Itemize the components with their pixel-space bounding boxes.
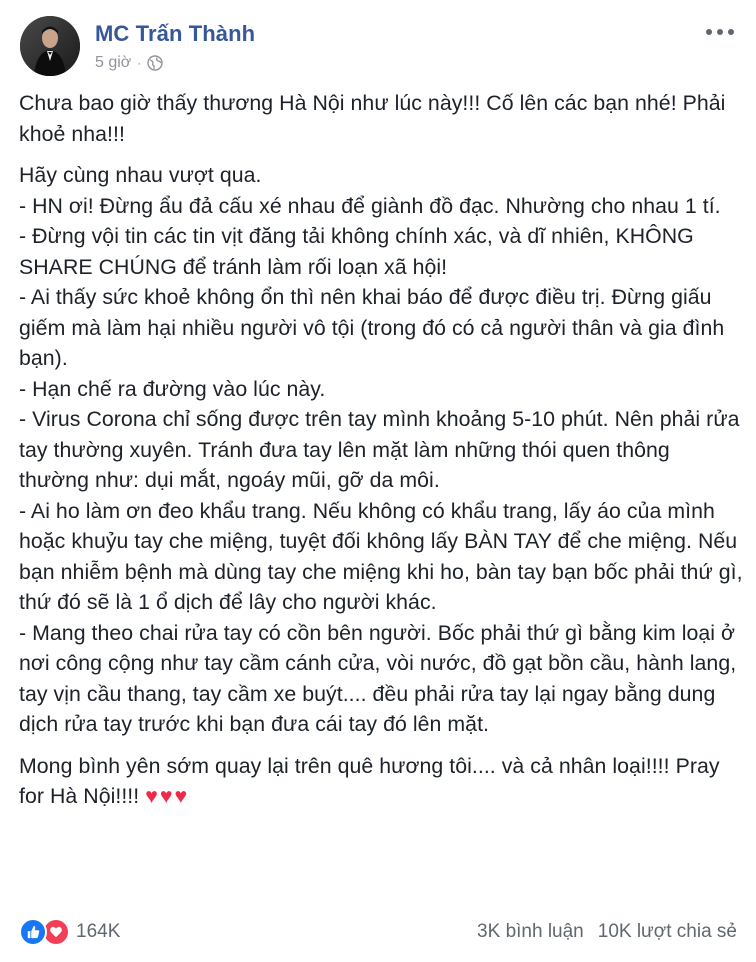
- post-content: [19, 88, 744, 823]
- more-dot: [706, 29, 712, 35]
- post-header: [20, 16, 736, 80]
- reactions-summary[interactable]: [19, 918, 120, 946]
- reaction-count[interactable]: 164K: [76, 921, 121, 942]
- more-options-icon[interactable]: [706, 26, 736, 38]
- post-paragraph-2: Hãy cùng nhau vượt qua. - HN ơi! Đừng ẩu đả cấu xé nhau để giành đồ đạc. Nhường cho nhau 1 tí. - Đừng vội tin các tin vịt đăng tải không chính xác, và dĩ nhiên, KHÔNG SHARE CHÚNG để tránh làm rối loạn xã hội! - Ai thấy sức khoẻ không ổn thì nên khai báo để được điều trị. Đừng giấu giếm mà làm hại nhiều người vô tội (trong đó có cả người thân và gia đình bạn). - Hạn chế ra đường vào lúc này. - Virus Corona chỉ sống được trên tay mình khoảng 5-10 phút. Nên phải rửa tay thường xuyên. Tránh đưa tay lên mặt làm những thói quen thông thường như: dụi mắt, ngoáy mũi, gỡ da môi. - Ai ho làm ơn đeo khẩu trang. Nếu không có khẩu trang, lấy áo của mình hoặc khuỷu tay che miệng, tuyệt đối không lấy BÀN TAY để che miệng. Nếu bạn nhiễm bệnh mà dùng tay che miệng khi ho, bàn tay bạn bốc phải thứ gì, thứ đó sẽ là 1 ổ dịch để lây cho người khác. - Mang theo chai rửa tay có cồn bên người. Bốc phải thứ gì bằng kim loại ở nơi công cộng như tay cầm cánh cửa, vòi nước, đồ gạt bồn cầu, hành lang, tay vịn cầu thang, tay cầm xe buýt.... đều phải rửa tay lại ngay bằng dung dịch rửa tay trước khi bạn đưa cái tay đó lên mặt.: [19, 163, 743, 736]
- engagement-stats: [477, 921, 737, 943]
- heart-emojis-icon: ♥♥♥: [145, 784, 190, 808]
- post-paragraph-1: Chưa bao giờ thấy thương Hà Nội như lúc này!!! Cố lên các bạn nhé! Phải khoẻ nha!!!: [19, 91, 732, 146]
- post-meta: [95, 54, 163, 72]
- globe-icon[interactable]: [147, 55, 163, 71]
- closing-text: Mong bình yên sớm quay lại trên quê hương tôi.... và cả nhân loại!!!! Pray for Hà Nội!!!!: [19, 753, 726, 808]
- post-footer: [19, 914, 737, 950]
- share-count[interactable]: 10K lượt chia sẻ: [597, 921, 737, 942]
- post-time[interactable]: 5 giờ: [95, 54, 132, 71]
- like-icon: [19, 918, 47, 946]
- more-dot: [728, 29, 734, 35]
- post-paragraph-3: [19, 751, 744, 812]
- meta-separator: ·: [137, 56, 142, 70]
- avatar-photo-icon: [20, 16, 80, 76]
- avatar[interactable]: [20, 16, 80, 76]
- more-dot: [717, 29, 723, 35]
- comment-count[interactable]: 3K bình luận: [477, 921, 584, 942]
- author-name[interactable]: MC Trấn Thành: [95, 21, 256, 46]
